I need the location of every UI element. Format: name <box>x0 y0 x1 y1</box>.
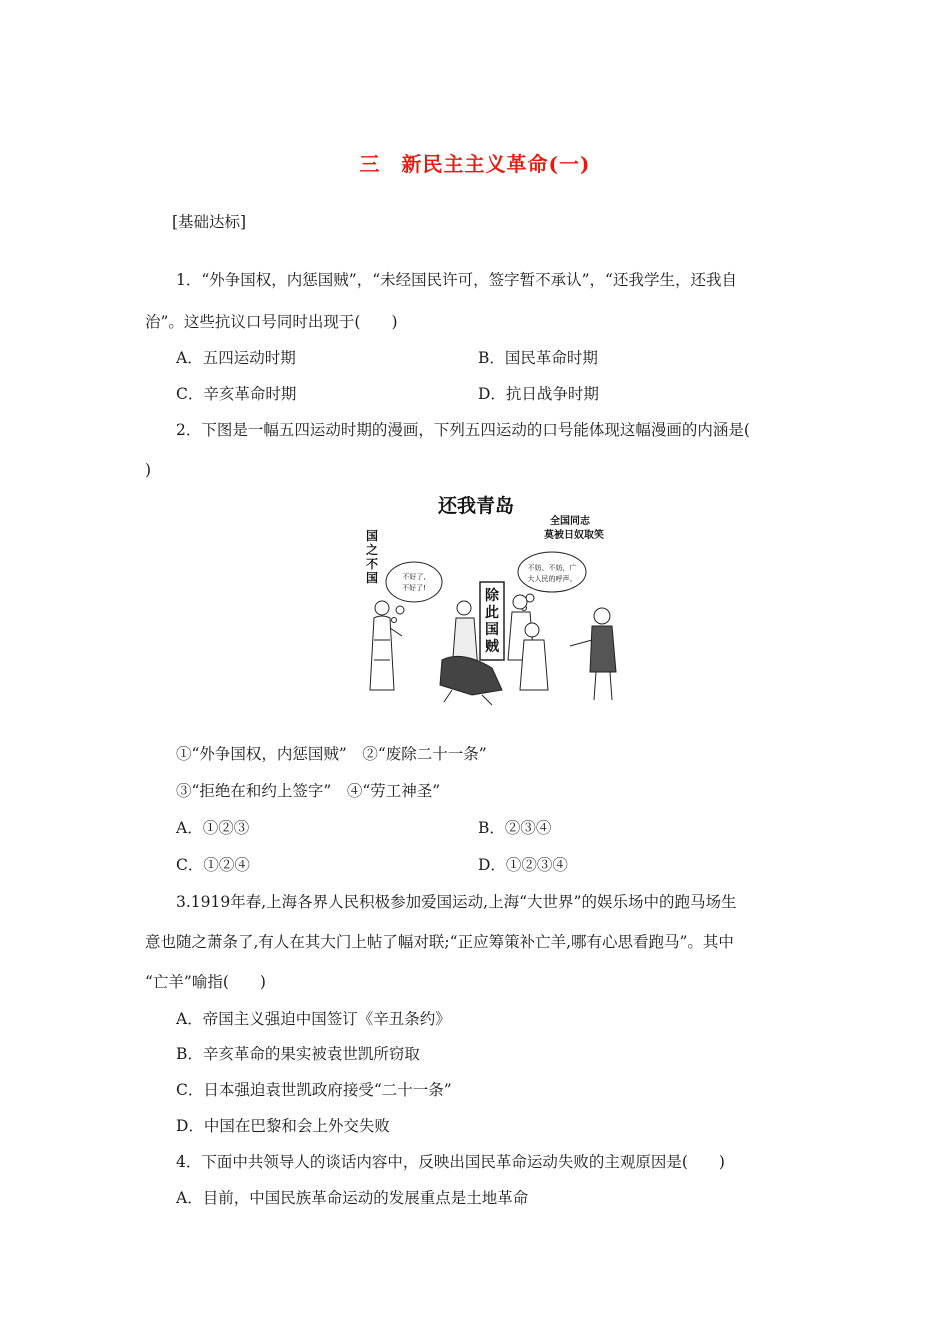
q1-option-b: B．国民革命时期 <box>478 349 598 367</box>
section-label: [基础达标] <box>172 213 247 231</box>
q1-option-a: A．五四运动时期 <box>176 349 296 367</box>
q2-option-d: D．①②③④ <box>478 856 568 874</box>
q2-line2: ) <box>145 461 152 479</box>
q1-option-d: D．抗日战争时期 <box>478 385 599 403</box>
svg-text:国之不国: 国之不国 <box>365 529 379 585</box>
q2-options-34: ③“拒绝在和约上签字” ④“劳工神圣” <box>176 782 441 800</box>
figure-scholar <box>370 601 402 690</box>
q2-option-a: A．①②③ <box>176 819 250 837</box>
q2-option-b: B．②③④ <box>478 819 552 837</box>
q4-option-a: A．目前，中国民族革命运动的发展重点是土地革命 <box>176 1189 529 1207</box>
page-title: 三 新民主主义革命(一) <box>359 152 591 176</box>
thought-bubble-right <box>518 552 586 611</box>
svg-text:不好了,: 不好了, <box>402 573 426 581</box>
svg-text:不妨、不妨，广: 不妨、不妨，广 <box>527 564 577 572</box>
q4-line1: 4．下面中共领导人的谈话内容中，反映出国民革命运动失败的主观原因是( ) <box>176 1153 725 1171</box>
q3-line2: 意也随之萧条了,有人在其大门上帖了幅对联;“正应筹策补亡羊,哪有心思看跑马”。其中 <box>145 933 734 951</box>
thought-bubble-left <box>386 562 442 623</box>
svg-text:除此国贼: 除此国贼 <box>485 588 499 655</box>
cartoon-image <box>352 490 622 720</box>
svg-text:大人民的呼声。: 大人民的呼声。 <box>527 575 577 583</box>
cartoon-sign <box>480 582 504 660</box>
cartoon-title: 还我青岛 <box>437 495 515 517</box>
svg-text:不好了!: 不好了! <box>402 584 426 592</box>
q3-option-b: B．辛亥革命的果实被袁世凯所窃取 <box>176 1045 420 1063</box>
q2-option-c: C．①②④ <box>176 856 250 874</box>
q2-line1: 2．下图是一幅五四运动时期的漫画，下列五四运动的口号能体现这幅漫画的内涵是( <box>176 421 750 439</box>
cartoon-slogan-2: 莫被日奴取笑 <box>544 530 604 541</box>
figure-pointing <box>570 608 616 700</box>
q1-line1: 1．“外争国权，内惩国贼”，“未经国民许可，签字暂不承认”，“还我学生，还我自 <box>176 271 737 289</box>
q3-option-d: D．中国在巴黎和会上外交失败 <box>176 1117 390 1135</box>
q3-line3: “亡羊”喻指( ) <box>145 973 266 991</box>
q3-option-c: C．日本强迫袁世凯政府接受“二十一条” <box>176 1081 452 1099</box>
q2-options-12: ①“外争国权，内惩国贼” ②“废除二十一条” <box>176 745 487 763</box>
q1-option-c: C．辛亥革命时期 <box>176 385 297 403</box>
q1-line2: 治”。这些抗议口号同时出现于( ) <box>145 313 398 331</box>
q3-line1: 3.1919年春,上海各界人民积极参加爱国运动,上海“大世界”的娱乐场中的跑马场生 <box>176 893 737 911</box>
cartoon-slogan-1: 全国同志 <box>550 516 590 527</box>
cartoon-side-text <box>366 529 378 585</box>
q3-option-a: A．帝国主义强迫中国签订《辛丑条约》 <box>176 1010 451 1028</box>
